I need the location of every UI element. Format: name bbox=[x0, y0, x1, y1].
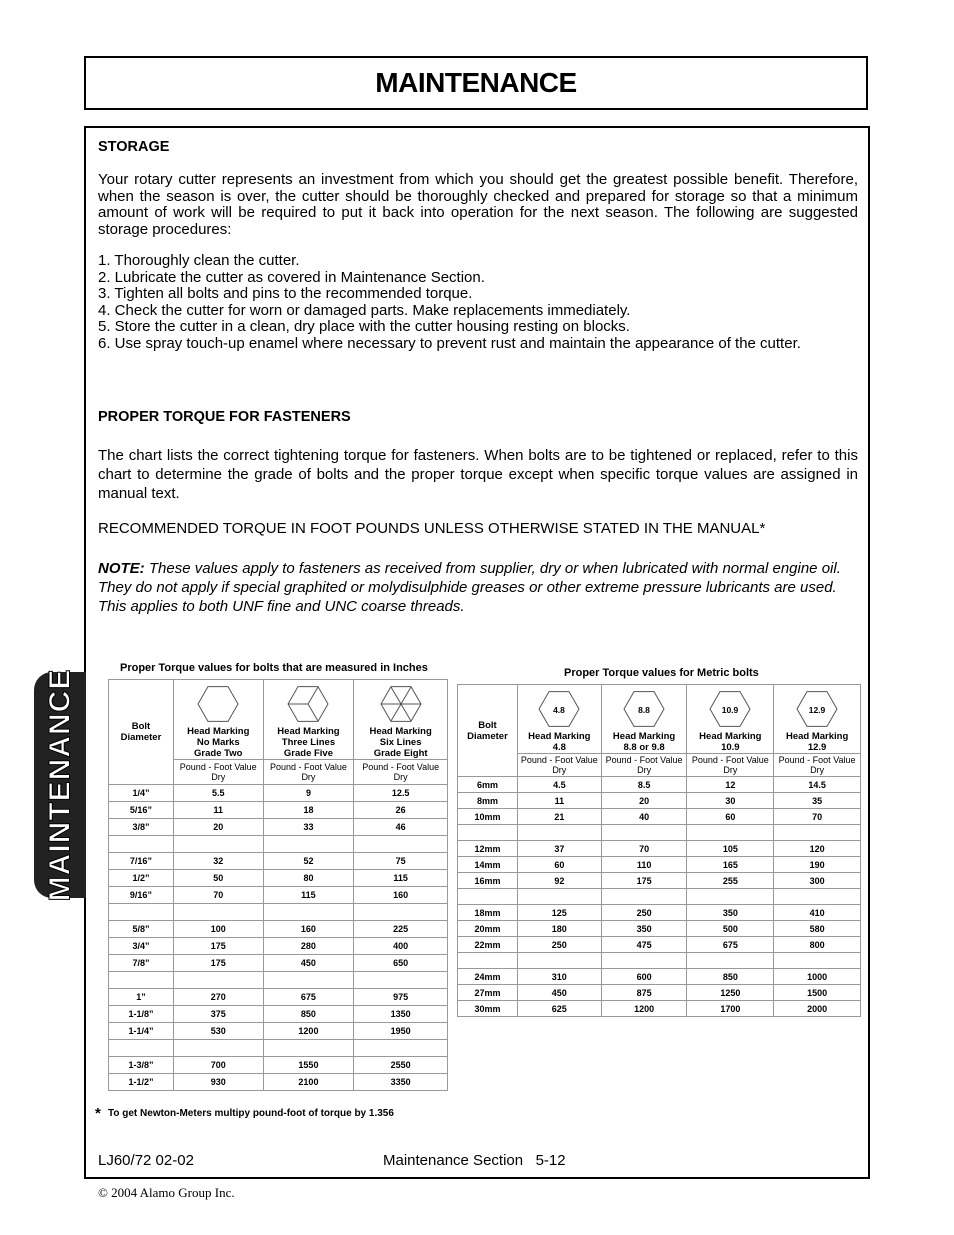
torque-value-cell: 12 bbox=[687, 777, 774, 793]
torque-value-cell: 350 bbox=[687, 905, 774, 921]
table-row bbox=[109, 802, 448, 819]
grade-label bbox=[687, 731, 773, 753]
grade-header-cell bbox=[517, 685, 601, 754]
grade-label bbox=[174, 726, 263, 759]
torque-value-cell: 530 bbox=[173, 1023, 263, 1040]
spacer-cell bbox=[517, 953, 601, 969]
torque-value-cell: 115 bbox=[263, 887, 354, 904]
torque-value-cell: 105 bbox=[687, 841, 774, 857]
torque-value-cell: 675 bbox=[263, 989, 354, 1006]
torque-value-cell: 250 bbox=[517, 937, 601, 953]
unit-line: Dry bbox=[393, 772, 408, 782]
torque-value-cell: 875 bbox=[601, 985, 687, 1001]
unit-line: Dry bbox=[637, 765, 652, 775]
table-row bbox=[109, 1006, 448, 1023]
torque-value-cell: 930 bbox=[173, 1074, 263, 1091]
torque-value-cell: 75 bbox=[354, 853, 448, 870]
torque-value-cell: 46 bbox=[354, 819, 448, 836]
grade-label-line: Head Marking bbox=[699, 731, 762, 742]
grade-header-cell bbox=[687, 685, 774, 754]
torque-value-cell: 5.5 bbox=[173, 785, 263, 802]
hex-three-lines-icon bbox=[286, 684, 330, 724]
grade-mark: 12.9 bbox=[808, 705, 826, 715]
torque-value-cell: 190 bbox=[774, 857, 861, 873]
torque-value-cell: 850 bbox=[263, 1006, 354, 1023]
grade-label bbox=[264, 726, 354, 759]
torque-value-cell: 70 bbox=[774, 809, 861, 825]
spacer-row bbox=[109, 836, 448, 853]
bolt-size-cell: 24mm bbox=[458, 969, 518, 985]
table-row bbox=[458, 969, 861, 985]
bolt-size-cell: 6mm bbox=[458, 777, 518, 793]
bolt-size-cell: 22mm bbox=[458, 937, 518, 953]
spacer-row bbox=[109, 972, 448, 989]
bolt-diameter-header: Bolt Diameter bbox=[109, 680, 174, 785]
grade-label-line: No Marks bbox=[196, 737, 240, 748]
spacer-row bbox=[458, 825, 861, 841]
torque-value-cell: 120 bbox=[774, 841, 861, 857]
table-row bbox=[458, 905, 861, 921]
bolt-size-cell: 12mm bbox=[458, 841, 518, 857]
spacer-cell bbox=[458, 825, 518, 841]
bolt-size-cell: 5/16” bbox=[109, 802, 174, 819]
torque-value-cell: 1500 bbox=[774, 985, 861, 1001]
hex-12-9-icon bbox=[795, 689, 839, 729]
spacer-cell bbox=[601, 825, 687, 841]
torque-value-cell: 270 bbox=[173, 989, 263, 1006]
table-row bbox=[109, 938, 448, 955]
spacer-cell bbox=[173, 836, 263, 853]
torque-value-cell: 650 bbox=[354, 955, 448, 972]
table-row bbox=[458, 841, 861, 857]
footer-model: LJ60/72 02-02 bbox=[98, 1152, 194, 1169]
storage-heading: STORAGE bbox=[98, 139, 170, 155]
torque-value-cell: 3350 bbox=[354, 1074, 448, 1091]
torque-value-cell: 1350 bbox=[354, 1006, 448, 1023]
page-title: MAINTENANCE bbox=[375, 67, 577, 98]
table-row bbox=[458, 809, 861, 825]
spacer-cell bbox=[263, 972, 354, 989]
table-row bbox=[458, 921, 861, 937]
unit-line: Pound - Foot Value bbox=[362, 762, 440, 772]
grade-label-line: Head Marking bbox=[785, 731, 849, 742]
spacer-cell bbox=[687, 825, 774, 841]
unit-line: Dry bbox=[723, 765, 738, 775]
torque-value-cell: 975 bbox=[354, 989, 448, 1006]
torque-value-cell: 850 bbox=[687, 969, 774, 985]
torque-value-cell: 9 bbox=[263, 785, 354, 802]
torque-value-cell: 675 bbox=[687, 937, 774, 953]
grade-icon-wrap bbox=[518, 689, 601, 731]
torque-value-cell: 2550 bbox=[354, 1057, 448, 1074]
torque-value-cell: 350 bbox=[601, 921, 687, 937]
torque-value-cell: 400 bbox=[354, 938, 448, 955]
torque-value-cell: 50 bbox=[173, 870, 263, 887]
page-header bbox=[84, 56, 868, 110]
grade-label-line: 10.9 bbox=[721, 742, 740, 753]
spacer-cell bbox=[173, 1040, 263, 1057]
bolt-size-cell: 14mm bbox=[458, 857, 518, 873]
table-row bbox=[109, 870, 448, 887]
spacer-cell bbox=[354, 836, 448, 853]
torque-value-cell: 26 bbox=[354, 802, 448, 819]
grade-mark: 10.9 bbox=[722, 705, 739, 715]
unit-cell bbox=[687, 754, 774, 777]
torque-value-cell: 280 bbox=[263, 938, 354, 955]
unit-cell bbox=[601, 754, 687, 777]
spacer-cell bbox=[601, 953, 687, 969]
spacer-cell bbox=[517, 825, 601, 841]
table-row bbox=[109, 1023, 448, 1040]
unit-line: Dry bbox=[810, 765, 825, 775]
grade-label-line: Three Lines bbox=[281, 737, 336, 748]
torque-value-cell: 92 bbox=[517, 873, 601, 889]
unit-row bbox=[458, 754, 861, 777]
bolt-size-cell: 20mm bbox=[458, 921, 518, 937]
spacer-row bbox=[458, 953, 861, 969]
torque-value-cell: 310 bbox=[517, 969, 601, 985]
spacer-cell bbox=[774, 953, 861, 969]
spacer-cell bbox=[263, 1040, 354, 1057]
torque-value-cell: 32 bbox=[173, 853, 263, 870]
storage-step: 6. Use spray touch-up enamel where necessary to prevent rust and maintain the appearance of the cutter. bbox=[98, 334, 801, 352]
grade-label-line: Head Marking bbox=[277, 726, 340, 737]
grade-header-cell bbox=[173, 680, 263, 760]
spacer-cell bbox=[109, 836, 174, 853]
grade-label-line: Head Marking bbox=[612, 731, 676, 742]
table-row bbox=[109, 853, 448, 870]
grade-header-cell bbox=[774, 685, 861, 754]
note-text: These values apply to fasteners as received from supplier, dry or when lubricated with normal engine oil. They do not apply if special graphited or molydisulphide greases or other extreme pressure lubricants are used. This applies to both UNF fine and UNC coarse threads. bbox=[98, 560, 841, 615]
table-row bbox=[458, 985, 861, 1001]
grade-icon-wrap bbox=[264, 684, 354, 726]
torque-value-cell: 21 bbox=[517, 809, 601, 825]
bolt-size-cell: 7/16” bbox=[109, 853, 174, 870]
grade-icon-wrap bbox=[774, 689, 860, 731]
torque-value-cell: 225 bbox=[354, 921, 448, 938]
table-row bbox=[458, 793, 861, 809]
storage-step: 3. Tighten all bolts and pins to the recommended torque. bbox=[98, 285, 473, 302]
bolt-size-cell: 10mm bbox=[458, 809, 518, 825]
metric-torque-table bbox=[457, 684, 861, 1017]
torque-value-cell: 70 bbox=[601, 841, 687, 857]
torque-value-cell: 33 bbox=[263, 819, 354, 836]
bolt-size-cell: 16mm bbox=[458, 873, 518, 889]
grade-header-cell bbox=[263, 680, 354, 760]
table-row bbox=[458, 937, 861, 953]
unit-line: Pound - Foot Value bbox=[778, 755, 856, 765]
torque-value-cell: 60 bbox=[687, 809, 774, 825]
bolt-size-cell: 3/4” bbox=[109, 938, 174, 955]
grade-label-line: Grade Eight bbox=[373, 748, 428, 759]
torque-value-cell: 175 bbox=[601, 873, 687, 889]
spacer-cell bbox=[263, 836, 354, 853]
hex-8-8-icon bbox=[622, 689, 666, 729]
spacer-cell bbox=[173, 972, 263, 989]
torque-value-cell: 8.5 bbox=[601, 777, 687, 793]
torque-value-cell: 1000 bbox=[774, 969, 861, 985]
torque-note bbox=[98, 559, 858, 616]
table-row bbox=[458, 777, 861, 793]
unit-line: Pound - Foot Value bbox=[691, 755, 769, 765]
grade-label bbox=[602, 731, 687, 753]
spacer-cell bbox=[263, 904, 354, 921]
torque-value-cell: 160 bbox=[354, 887, 448, 904]
torque-value-cell: 175 bbox=[173, 938, 263, 955]
section-side-tab bbox=[34, 668, 86, 902]
unit-line: Dry bbox=[211, 772, 226, 782]
bolt-size-cell: 27mm bbox=[458, 985, 518, 1001]
torque-value-cell: 1700 bbox=[687, 1001, 774, 1017]
torque-value-cell: 110 bbox=[601, 857, 687, 873]
table-row bbox=[109, 1057, 448, 1074]
torque-heading: PROPER TORQUE FOR FASTENERS bbox=[98, 409, 351, 425]
grade-label-line: Six Lines bbox=[379, 737, 422, 748]
grade-icon-wrap bbox=[602, 689, 687, 731]
torque-value-cell: 250 bbox=[601, 905, 687, 921]
hex-no-marks-icon bbox=[196, 684, 240, 724]
grade-label-line: Grade Two bbox=[194, 748, 243, 759]
torque-value-cell: 2100 bbox=[263, 1074, 354, 1091]
torque-value-cell: 450 bbox=[263, 955, 354, 972]
torque-value-cell: 180 bbox=[517, 921, 601, 937]
torque-value-cell: 14.5 bbox=[774, 777, 861, 793]
unit-line: Dry bbox=[552, 765, 567, 775]
torque-value-cell: 175 bbox=[173, 955, 263, 972]
side-tab-label: MAINTENANCE bbox=[43, 668, 77, 902]
table-row bbox=[109, 989, 448, 1006]
bolt-size-cell: 1-1/2” bbox=[109, 1074, 174, 1091]
torque-value-cell: 600 bbox=[601, 969, 687, 985]
torque-value-cell: 2000 bbox=[774, 1001, 861, 1017]
spacer-cell bbox=[354, 972, 448, 989]
table-row bbox=[109, 887, 448, 904]
grade-mark: 4.8 bbox=[553, 705, 566, 715]
torque-value-cell: 37 bbox=[517, 841, 601, 857]
grade-label-line: 4.8 bbox=[552, 742, 566, 753]
storage-step: 4. Check the cutter for worn or damaged parts. Make replacements immediately. bbox=[98, 301, 631, 319]
spacer-cell bbox=[354, 1040, 448, 1057]
torque-value-cell: 1550 bbox=[263, 1057, 354, 1074]
bolt-size-cell: 1” bbox=[109, 989, 174, 1006]
spacer-cell bbox=[687, 889, 774, 905]
unit-line: Pound - Foot Value bbox=[520, 755, 598, 765]
table-row bbox=[109, 785, 448, 802]
spacer-cell bbox=[354, 904, 448, 921]
spacer-row bbox=[458, 889, 861, 905]
storage-step: 1. Thoroughly clean the cutter. bbox=[98, 252, 300, 269]
torque-value-cell: 500 bbox=[687, 921, 774, 937]
torque-value-cell: 1200 bbox=[601, 1001, 687, 1017]
torque-value-cell: 80 bbox=[263, 870, 354, 887]
torque-value-cell: 70 bbox=[173, 887, 263, 904]
grade-label-line: Head Marking bbox=[187, 726, 250, 737]
storage-steps bbox=[98, 253, 858, 352]
torque-value-cell: 11 bbox=[173, 802, 263, 819]
grade-label bbox=[354, 726, 447, 759]
bolt-size-cell: 30mm bbox=[458, 1001, 518, 1017]
table-row bbox=[458, 873, 861, 889]
unit-line: Pound - Foot Value bbox=[179, 762, 257, 772]
torque-value-cell: 20 bbox=[601, 793, 687, 809]
bolt-size-cell: 7/8” bbox=[109, 955, 174, 972]
storage-step: 5. Store the cutter in a clean, dry place with the cutter housing resting on blocks. bbox=[98, 318, 630, 335]
torque-value-cell: 475 bbox=[601, 937, 687, 953]
torque-value-cell: 4.5 bbox=[517, 777, 601, 793]
torque-value-cell: 35 bbox=[774, 793, 861, 809]
torque-value-cell: 52 bbox=[263, 853, 354, 870]
table-row bbox=[109, 921, 448, 938]
unit-cell bbox=[774, 754, 861, 777]
inch-table-caption: Proper Torque values for bolts that are measured in Inches bbox=[120, 662, 428, 674]
torque-value-cell: 165 bbox=[687, 857, 774, 873]
torque-value-cell: 1200 bbox=[263, 1023, 354, 1040]
torque-value-cell: 410 bbox=[774, 905, 861, 921]
torque-value-cell: 60 bbox=[517, 857, 601, 873]
spacer-cell bbox=[687, 953, 774, 969]
torque-value-cell: 1950 bbox=[354, 1023, 448, 1040]
bolt-size-cell: 5/8” bbox=[109, 921, 174, 938]
unit-cell bbox=[517, 754, 601, 777]
bolt-size-cell: 1-3/8” bbox=[109, 1057, 174, 1074]
bolt-size-cell: 18mm bbox=[458, 905, 518, 921]
unit-line: Dry bbox=[301, 772, 316, 782]
table-row bbox=[109, 955, 448, 972]
grade-icon-wrap bbox=[687, 689, 773, 731]
unit-cell bbox=[173, 760, 263, 785]
bolt-size-cell: 3/8” bbox=[109, 819, 174, 836]
hex-six-lines-icon bbox=[379, 684, 423, 724]
spacer-cell bbox=[774, 825, 861, 841]
grade-label-line: 12.9 bbox=[807, 742, 827, 753]
unit-line: Pound - Foot Value bbox=[605, 755, 683, 765]
torque-value-cell: 625 bbox=[517, 1001, 601, 1017]
torque-value-cell: 125 bbox=[517, 905, 601, 921]
grade-header-row bbox=[109, 680, 448, 760]
grade-label-line: 8.8 or 9.8 bbox=[623, 742, 665, 753]
footer-section: Maintenance Section 5-12 bbox=[383, 1152, 566, 1169]
unit-cell bbox=[354, 760, 448, 785]
bolt-size-cell: 8mm bbox=[458, 793, 518, 809]
grade-header-row bbox=[458, 685, 861, 754]
table-row bbox=[109, 819, 448, 836]
bolt-size-cell: 1-1/4” bbox=[109, 1023, 174, 1040]
spacer-cell bbox=[109, 972, 174, 989]
grade-mark: 8.8 bbox=[638, 705, 650, 715]
torque-value-cell: 40 bbox=[601, 809, 687, 825]
grade-label-line: Head Marking bbox=[369, 726, 432, 737]
torque-value-cell: 18 bbox=[263, 802, 354, 819]
torque-value-cell: 11 bbox=[517, 793, 601, 809]
torque-value-cell: 375 bbox=[173, 1006, 263, 1023]
bolt-size-cell: 9/16” bbox=[109, 887, 174, 904]
torque-value-cell: 700 bbox=[173, 1057, 263, 1074]
table-row bbox=[109, 1074, 448, 1091]
table-row bbox=[458, 1001, 861, 1017]
note-label: NOTE: bbox=[98, 560, 145, 577]
torque-value-cell: 300 bbox=[774, 873, 861, 889]
spacer-cell bbox=[517, 889, 601, 905]
metric-table-caption: Proper Torque values for Metric bolts bbox=[564, 667, 759, 679]
torque-value-cell: 450 bbox=[517, 985, 601, 1001]
torque-value-cell: 100 bbox=[173, 921, 263, 938]
spacer-cell bbox=[774, 889, 861, 905]
grade-label bbox=[774, 731, 860, 753]
unit-line: Pound - Foot Value bbox=[270, 762, 347, 772]
grade-label bbox=[518, 731, 601, 753]
torque-intro: The chart lists the correct tightening torque for fasteners. When bolts are to be tightened or replaced, refer to this chart to determine the grade of bolts and the proper torque except when specific torque values are assigned in manual text. bbox=[98, 447, 858, 502]
spacer-cell bbox=[458, 953, 518, 969]
hex-10-9-icon bbox=[708, 689, 752, 729]
bolt-size-cell: 1-1/8” bbox=[109, 1006, 174, 1023]
torque-value-cell: 800 bbox=[774, 937, 861, 953]
torque-recommended: RECOMMENDED TORQUE IN FOOT POUNDS UNLESS OTHERWISE STATED IN THE MANUAL* bbox=[98, 520, 766, 537]
spacer-cell bbox=[601, 889, 687, 905]
inch-torque-table bbox=[108, 679, 448, 1091]
torque-value-cell: 115 bbox=[354, 870, 448, 887]
footnote-text: To get Newton-Meters multipy pound-foot of torque by 1.356 bbox=[108, 1108, 394, 1119]
spacer-cell bbox=[109, 1040, 174, 1057]
torque-value-cell: 1250 bbox=[687, 985, 774, 1001]
grade-label-line: Grade Five bbox=[283, 748, 333, 759]
spacer-row bbox=[109, 904, 448, 921]
unit-cell bbox=[263, 760, 354, 785]
grade-header-cell bbox=[354, 680, 448, 760]
torque-value-cell: 20 bbox=[173, 819, 263, 836]
spacer-cell bbox=[173, 904, 263, 921]
torque-value-cell: 160 bbox=[263, 921, 354, 938]
spacer-row bbox=[109, 1040, 448, 1057]
bolt-size-cell: 1/4” bbox=[109, 785, 174, 802]
footnote-star: * bbox=[95, 1105, 101, 1122]
storage-step: 2. Lubricate the cutter as covered in Maintenance Section. bbox=[98, 268, 485, 286]
spacer-cell bbox=[458, 889, 518, 905]
bolt-diameter-header: Bolt Diameter bbox=[458, 685, 518, 777]
footer-copyright: © 2004 Alamo Group Inc. bbox=[98, 1185, 235, 1200]
grade-label-line: Head Marking bbox=[528, 731, 591, 742]
grade-icon-wrap bbox=[174, 684, 263, 726]
hex-4-8-icon bbox=[537, 689, 581, 729]
grade-header-cell bbox=[601, 685, 687, 754]
grade-icon-wrap bbox=[354, 684, 447, 726]
bolt-size-cell: 1/2” bbox=[109, 870, 174, 887]
torque-value-cell: 12.5 bbox=[354, 785, 448, 802]
torque-value-cell: 255 bbox=[687, 873, 774, 889]
torque-value-cell: 580 bbox=[774, 921, 861, 937]
storage-intro: Your rotary cutter represents an investment from which you should get the greatest possible benefit. Therefore, when the season is over, the cutter should be thoroughly checked and prepared for storage so that a minimum amount of work will be required to put it back into operation for the next season. The following are suggested storage procedures: bbox=[98, 171, 858, 238]
torque-value-cell: 30 bbox=[687, 793, 774, 809]
spacer-cell bbox=[109, 904, 174, 921]
table-row bbox=[458, 857, 861, 873]
